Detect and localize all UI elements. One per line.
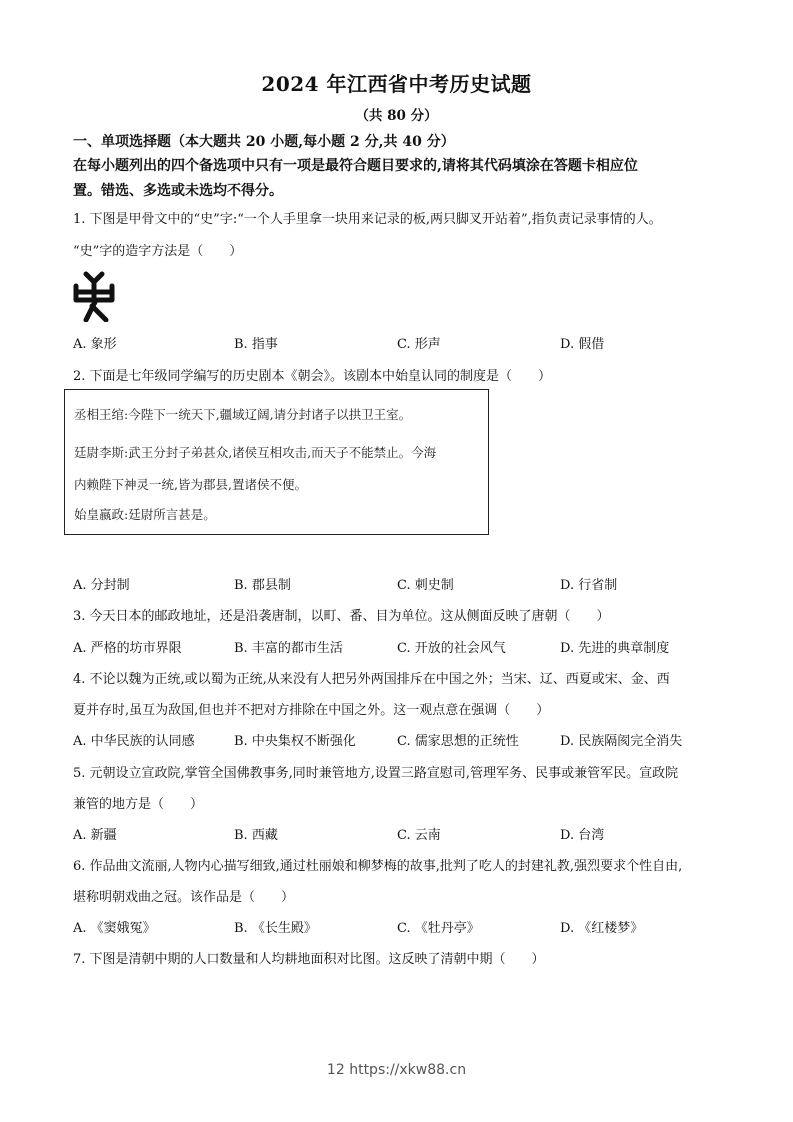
q2-option-b: B. 郡县制	[234, 578, 291, 593]
q4-option-a: A. 中华民族的认同感	[73, 734, 195, 749]
q5-stem-line-2: 兼管的地方是（ ）	[73, 797, 204, 812]
q7-stem: 7. 下图是清朝中期的人口数量和人均耕地面积对比图。这反映了清朝中期（ ）	[73, 952, 545, 967]
q6-option-a: A. 《窦娥冤》	[73, 921, 156, 936]
q4-option-d: D. 民族隔阂完全消失	[560, 734, 683, 749]
script-line-4: 始皇嬴政:廷尉所言甚是。	[74, 507, 216, 522]
script-line-1: 丞相王绾:今陛下一统天下,疆域辽阔,请分封诸子以拱卫王室。	[74, 407, 412, 422]
q4-option-b: B. 中央集权不断强化	[234, 734, 356, 749]
script-box	[64, 389, 489, 535]
q1-stem-line-2: “史”字的造字方法是（ ）	[73, 244, 243, 259]
q1-option-b: B. 指事	[234, 337, 278, 352]
q1-option-c: C. 形声	[397, 337, 441, 352]
q4-stem-line-1: 4. 不论以魏为正统,或以蜀为正统,从来没有人把另外两国排斥在中国之外；当宋、辽、西夏或宋、金、西	[73, 672, 670, 687]
page-number: 12	[326, 1062, 345, 1078]
q6-option-c: C. 《牡丹亭》	[397, 921, 480, 936]
page-footer	[0, 1062, 793, 1078]
q3-option-d: D. 先进的典章制度	[560, 641, 670, 656]
q1-option-d: D. 假借	[560, 337, 605, 352]
instructions-line-1: 在每小题列出的四个备选项中只有一项是最符合题目要求的,请将其代码填涂在答题卡相应位	[73, 158, 638, 174]
q3-stem: 3. 今天日本的邮政地址，还是沿袭唐制，以町、番、目为单位。这从侧面反映了唐朝（ ）	[73, 609, 610, 624]
instructions-line-2: 置。错选、多选或未选均不得分。	[73, 183, 283, 199]
q6-stem-line-2: 堪称明朝戏曲之冠。该作品是（ ）	[73, 890, 295, 905]
script-line-3: 内赖陛下神灵一统,皆为郡县,置诸侯不便。	[74, 477, 307, 492]
page-title: 2024 年江西省中考历史试题	[261, 72, 532, 96]
script-line-2: 廷尉李斯:武王分封子弟甚众,诸侯互相攻击,而天子不能禁止。今海	[74, 445, 437, 460]
q4-option-c: C. 儒家思想的正统性	[397, 734, 519, 749]
q2-stem: 2. 下面是七年级同学编写的历史剧本《朝会》。该剧本中始皇认同的制度是（ ）	[73, 369, 552, 384]
total-score: （共 80 分）	[355, 108, 438, 124]
q2-option-a: A. 分封制	[73, 578, 130, 593]
q1-option-a: A. 象形	[73, 337, 117, 352]
q2-option-c: C. 刺史制	[397, 578, 454, 593]
q6-stem-line-1: 6. 作品曲文流丽,人物内心描写细致,通过杜丽娘和柳梦梅的故事,批判了吃人的封建礼教,强烈要求个性自由,	[73, 859, 683, 874]
q5-option-b: B. 西藏	[234, 828, 278, 843]
q1-stem-line-1: 1. 下图是甲骨文中的“史”字:“一个人手里拿一块用来记录的板,两只脚叉开站着”,指负责记录事情的人。	[73, 212, 662, 227]
q3-option-c: C. 开放的社会风气	[397, 641, 506, 656]
q5-stem-line-1: 5. 元朝设立宣政院,掌管全国佛教事务,同时兼管地方,设置三路宣慰司,管理军务、民事或兼管军民。宣政院	[73, 766, 679, 781]
q4-stem-line-2: 夏并存时,虽互为敌国,但也并不把对方排除在中国之外。这一观点意在强调（ ）	[73, 703, 550, 718]
q3-option-b: B. 丰富的都市生活	[234, 641, 343, 656]
oracle-bone-shi-character-image	[72, 270, 118, 322]
q5-option-a: A. 新疆	[73, 828, 117, 843]
footer-url[interactable]: https://xkw88.cn	[349, 1062, 467, 1078]
q3-option-a: A. 严格的坊市界限	[73, 641, 182, 656]
q2-option-d: D. 行省制	[560, 578, 618, 593]
section-heading: 一、单项选择题（本大题共 20 小题,每小题 2 分,共 40 分）	[73, 134, 455, 150]
q6-option-d: D. 《红楼梦》	[560, 921, 644, 936]
q5-option-c: C. 云南	[397, 828, 441, 843]
q6-option-b: B. 《长生殿》	[234, 921, 317, 936]
q5-option-d: D. 台湾	[560, 828, 605, 843]
